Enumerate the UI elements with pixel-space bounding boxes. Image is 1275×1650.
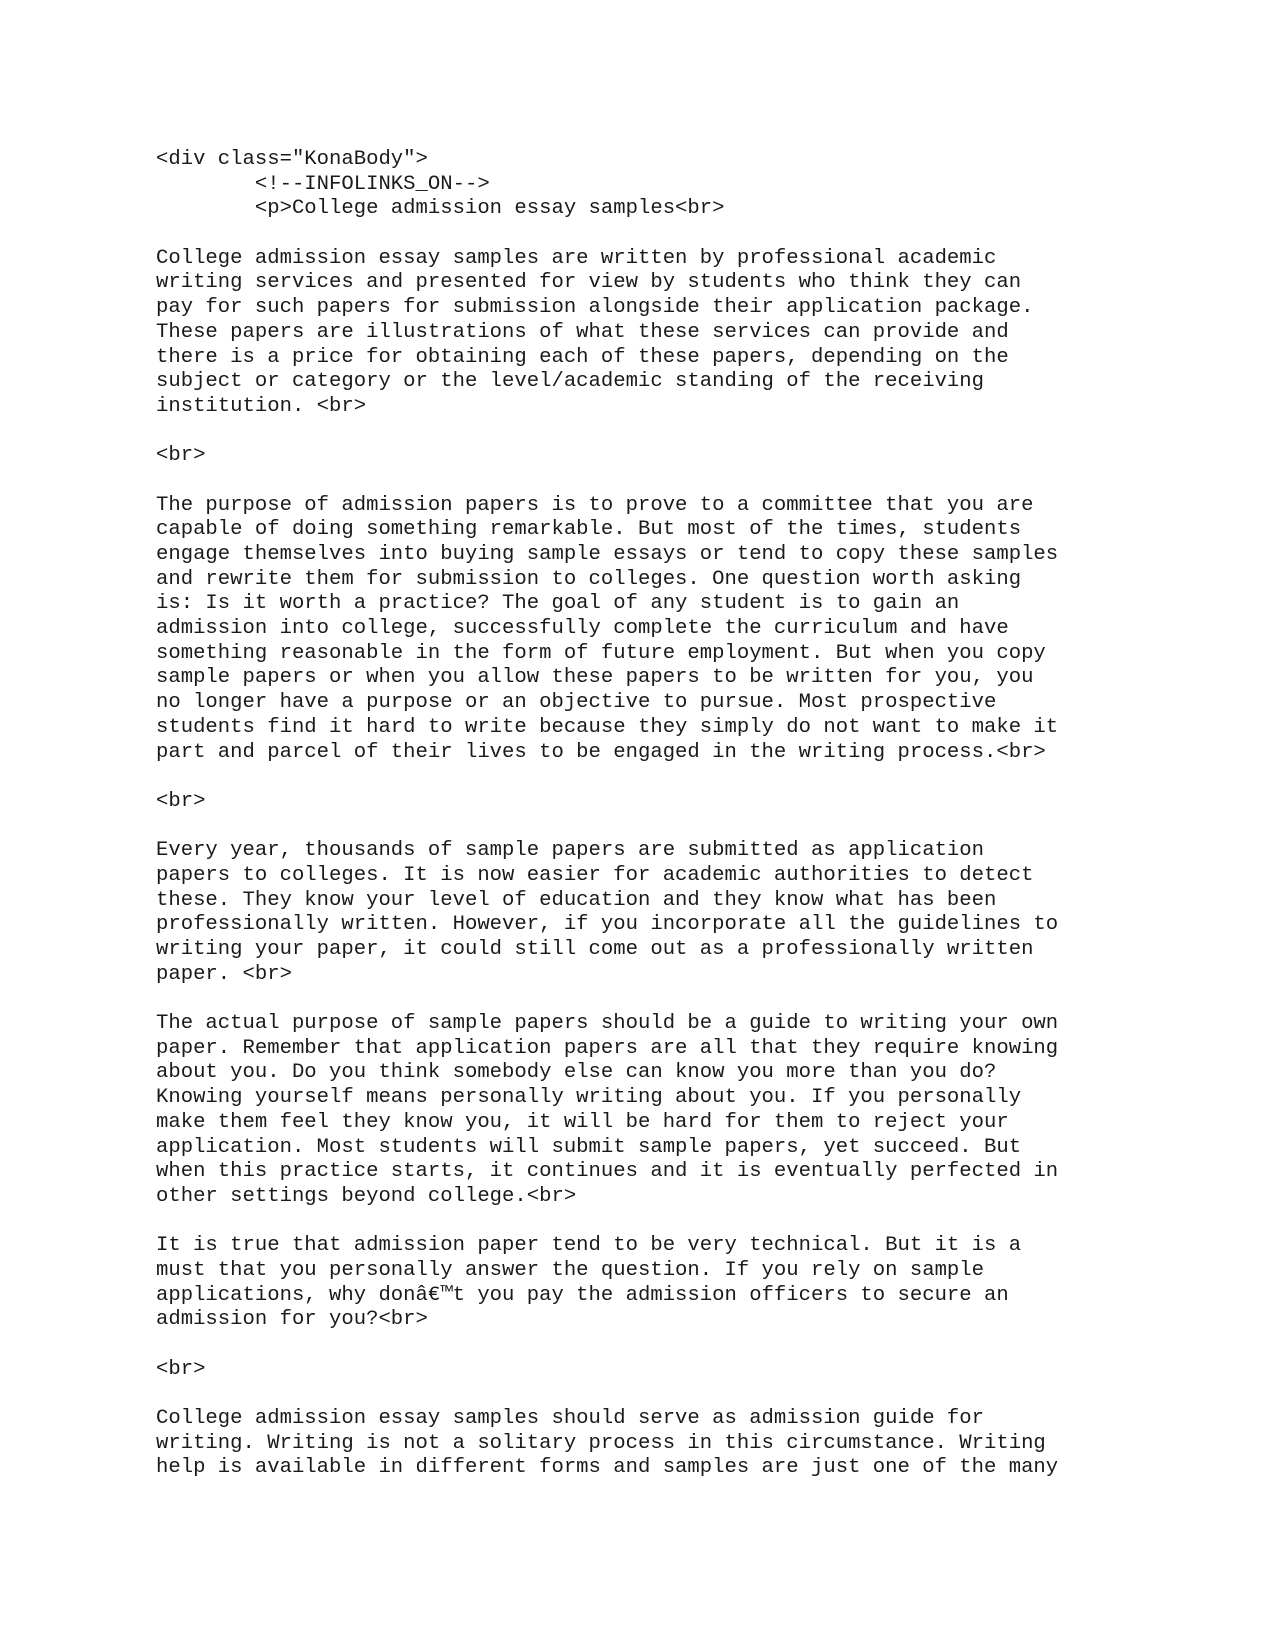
paragraph-line: engage themselves into buying sample essays or tend to copy these samples bbox=[156, 543, 1059, 566]
header-line: <div class="KonaBody"> bbox=[156, 148, 428, 171]
paragraph-line: must that you personally answer the question. If you rely on sample bbox=[156, 1258, 985, 1282]
paragraph-line: sample papers or when you allow these papers to be written for you, you bbox=[156, 666, 1034, 690]
paragraph-line: these. They know your level of education and they know what has been bbox=[156, 888, 997, 912]
paragraph-line: capable of doing something remarkable. But most of the times, students bbox=[156, 518, 1022, 542]
paragraph-line: The actual purpose of sample papers should be a guide to writing your own bbox=[156, 1012, 1059, 1036]
paragraph bbox=[156, 790, 1236, 815]
paragraph-line: <br> bbox=[156, 789, 206, 813]
paragraph-line: institution. <br> bbox=[156, 394, 367, 418]
paragraph-line: when this practice starts, it continues and it is eventually perfected in bbox=[156, 1160, 1059, 1184]
paragraph-line: College admission essay samples should serve as admission guide for bbox=[156, 1407, 985, 1431]
paragraph-line: applications, why donâ€™t you pay the admission officers to secure an bbox=[156, 1283, 1009, 1307]
paragraph-gap bbox=[156, 420, 1236, 445]
paragraph-line: paper. Remember that application papers are all that they require knowing bbox=[156, 1036, 1059, 1060]
paragraph-line: something reasonable in the form of future employment. But when you copy bbox=[156, 641, 1046, 665]
paragraph-gap bbox=[156, 765, 1236, 790]
paragraph-gap bbox=[156, 1210, 1236, 1235]
paragraph-line: <br> bbox=[156, 1357, 206, 1381]
paragraph-line: students find it hard to write because they simply do not want to make it bbox=[156, 715, 1059, 739]
paragraph-line: paper. <br> bbox=[156, 962, 292, 986]
paragraph-line: The purpose of admission papers is to prove to a committee that you are bbox=[156, 493, 1034, 517]
paragraph bbox=[156, 494, 1236, 766]
paragraph-line: Every year, thousands of sample papers are submitted as application bbox=[156, 839, 985, 863]
paragraph bbox=[156, 1234, 1236, 1333]
paragraph-gap bbox=[156, 1382, 1236, 1407]
paragraph-line: writing your paper, it could still come out as a professionally written bbox=[156, 938, 1034, 961]
paragraph bbox=[156, 1358, 1236, 1383]
paragraph-line: professionally written. However, if you incorporate all the guidelines to bbox=[156, 913, 1059, 937]
header-line: <!--INFOLINKS_ON--> bbox=[156, 172, 490, 196]
paragraph-line: and rewrite them for submission to colleges. One question worth asking bbox=[156, 567, 1022, 591]
paragraph-line: Knowing yourself means personally writing about you. If you personally bbox=[156, 1086, 1022, 1110]
paragraph-gap bbox=[156, 222, 1236, 247]
paragraph-line: help is available in different forms and samples are just one of the many bbox=[156, 1456, 1059, 1480]
header-line: <p>College admission essay samples<br> bbox=[156, 197, 725, 221]
paragraph-gap bbox=[156, 1333, 1236, 1358]
paragraph-line: make them feel they know you, it will be hard for them to reject your bbox=[156, 1110, 1009, 1134]
paragraph-line: there is a price for obtaining each of these papers, depending on the bbox=[156, 345, 1009, 369]
paragraph-line: admission into college, successfully complete the curriculum and have bbox=[156, 617, 1009, 641]
paragraph-line: no longer have a purpose or an objective to pursue. Most prospective bbox=[156, 691, 997, 715]
paragraph-line: College admission essay samples are written by professional academic bbox=[156, 246, 997, 270]
paragraph bbox=[156, 1012, 1236, 1210]
paragraph-line: writing services and presented for view by students who think they can bbox=[156, 271, 1022, 295]
paragraph-line: It is true that admission paper tend to be very technical. But it is a bbox=[156, 1234, 1022, 1258]
paragraph-gap bbox=[156, 815, 1236, 840]
paragraph-line: <br> bbox=[156, 444, 206, 468]
paragraph bbox=[156, 444, 1236, 469]
paragraph-line: papers to colleges. It is now easier for academic authorities to detect bbox=[156, 863, 1034, 887]
paragraph-line: application. Most students will submit sample papers, yet succeed. But bbox=[156, 1135, 1022, 1159]
paragraph-line: These papers are illustrations of what these services can provide and bbox=[156, 320, 1009, 344]
paragraph bbox=[156, 1407, 1236, 1481]
paragraph-line: admission for you?<br> bbox=[156, 1308, 428, 1332]
paragraph-line: other settings beyond college.<br> bbox=[156, 1184, 577, 1208]
paragraph-line: pay for such papers for submission alongside their application package. bbox=[156, 296, 1034, 320]
paragraph bbox=[156, 839, 1236, 987]
paragraph-line: part and parcel of their lives to be engaged in the writing process.<br> bbox=[156, 740, 1046, 764]
paragraph-line: is: Is it worth a practice? The goal of any student is to gain an bbox=[156, 592, 960, 616]
document-body bbox=[156, 148, 1236, 1481]
paragraph-line: about you. Do you think somebody else can know you more than you do? bbox=[156, 1061, 997, 1085]
paragraph-gap bbox=[156, 987, 1236, 1012]
paragraph-line: writing. Writing is not a solitary process in this circumstance. Writing bbox=[156, 1431, 1046, 1455]
paragraph-line: subject or category or the level/academic standing of the receiving bbox=[156, 370, 985, 394]
paragraph-gap bbox=[156, 469, 1236, 494]
paragraph bbox=[156, 247, 1236, 420]
